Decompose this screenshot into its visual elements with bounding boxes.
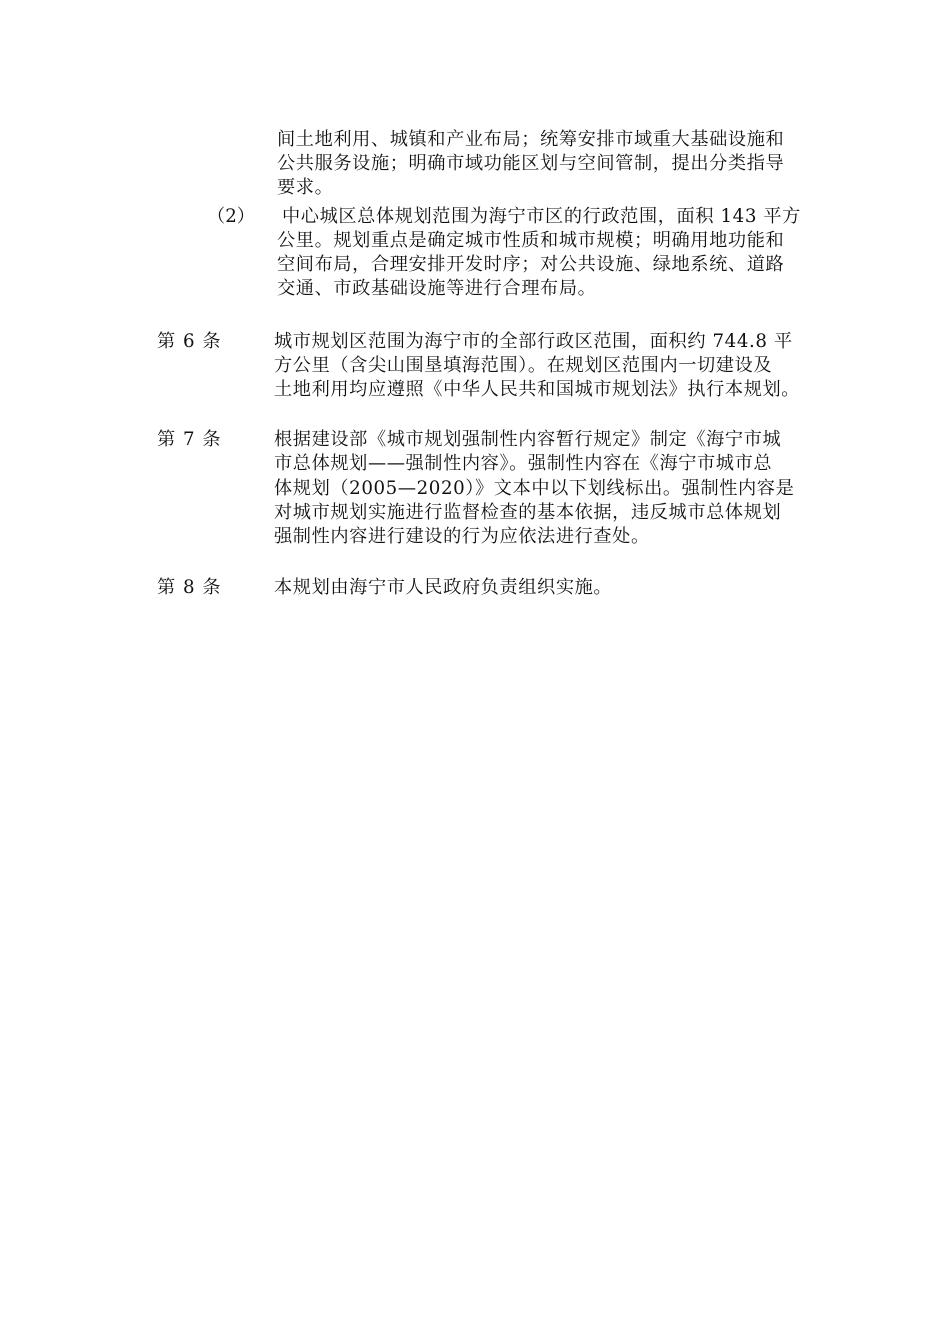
paragraph-line: 强制性内容进行建设的行为应依法进行查处。 bbox=[274, 526, 650, 547]
paragraph-line: 要求。 bbox=[277, 177, 334, 198]
article-label: 第 6 条 bbox=[157, 331, 221, 352]
paragraph-line: 体规划（2005—2020）》文本中以下划线标出。强制性内容是 bbox=[274, 478, 795, 499]
paragraph-line: 交通、市政基础设施等进行合理布局。 bbox=[277, 278, 597, 299]
paragraph-line: 土地利用均应遵照《中华人民共和国城市规划法》执行本规划。 bbox=[274, 379, 801, 400]
paragraph-line: 本规划由海宁市人民政府负责组织实施。 bbox=[274, 577, 613, 598]
paragraph-line: 市总体规划——强制性内容》。强制性内容在《海宁市城市总 bbox=[274, 453, 773, 474]
paragraph-line: 公里。规划重点是确定城市性质和城市规模；明确用地功能和 bbox=[277, 230, 785, 251]
paragraph-line: 公共服务设施；明确市域功能区划与空间管制，提出分类指导 bbox=[277, 153, 785, 174]
article-label: 第 7 条 bbox=[157, 429, 221, 450]
paragraph-line: 根据建设部《城市规划强制性内容暂行规定》制定《海宁市城 bbox=[274, 429, 782, 450]
paragraph-line: 中心城区总体规划范围为海宁市区的行政范围，面积 143 平方 bbox=[282, 206, 801, 227]
paragraph-line: 间土地利用、城镇和产业布局；统筹安排市域重大基础设施和 bbox=[277, 129, 785, 150]
paragraph-line: 城市规划区范围为海宁市的全部行政区范围，面积约 744.8 平 bbox=[274, 331, 793, 352]
paragraph-line: 空间布局，合理安排开发时序；对公共设施、绿地系统、道路 bbox=[277, 254, 785, 275]
paragraph-line: 方公里（含尖山围垦填海范围）。在规划区范围内一切建设及 bbox=[274, 355, 773, 376]
article-label: 第 8 条 bbox=[157, 577, 221, 598]
list-item-marker: （2） bbox=[207, 206, 255, 227]
paragraph-line: 对城市规划实施进行监督检查的基本依据，违反城市总体规划 bbox=[274, 502, 782, 523]
